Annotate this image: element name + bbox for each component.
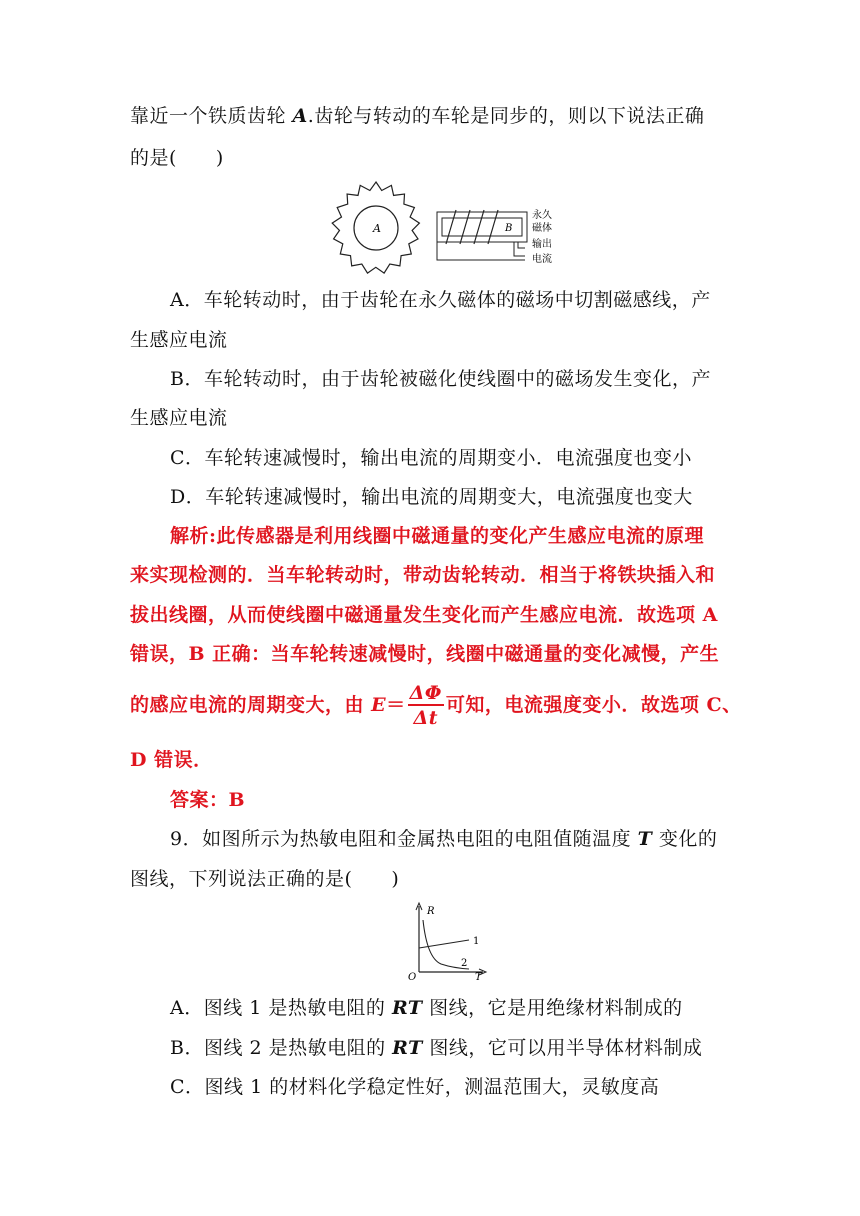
q9-stem-text: 9．如图所示为热敏电阻和金属热电阻的电阻值随温度	[170, 828, 638, 850]
q9-option-a-text: A．图线 1 是热敏电阻的	[170, 997, 392, 1019]
gear-symbol: A	[292, 105, 308, 127]
q8-stem-line-1	[130, 104, 730, 128]
analysis-line-2: 来实现检测的．当车轮转动时，带动齿轮转动．相当于将铁块插入和	[130, 564, 716, 586]
x-axis-label: T	[475, 972, 482, 983]
answer-value: B	[228, 789, 246, 811]
q9-option-a-text-2: 图线，它是用绝缘材料制成的	[422, 997, 683, 1019]
coil-label: B	[505, 223, 513, 234]
gear-label: A	[373, 222, 381, 235]
q8-option-a-line-1: A．车轮转动时，由于齿轮在永久磁体的磁场中切割磁感线，产	[170, 289, 711, 311]
q8-stem-line-2: 的是( )	[130, 147, 224, 169]
q8-option-a-line-2: 生感应电流	[130, 329, 228, 351]
q9-stem-line-2: 图线，下列说法正确的是( )	[130, 868, 400, 890]
label-permanent: 永久	[532, 210, 552, 221]
q9-option-b-text: B．图线 2 是热敏电阻的	[170, 1037, 393, 1059]
q8-option-d: D．车轮转速减慢时，输出电流的周期变大，电流强度也变大	[170, 486, 693, 508]
q9-option-c: C．图线 1 的材料化学稳定性好，测温范围大，灵敏度高	[170, 1076, 660, 1098]
origin-label: O	[408, 972, 417, 983]
answer-label: 答案：	[170, 789, 229, 811]
label-magnet: 磁体	[532, 223, 552, 234]
rt-symbol: RT	[391, 997, 423, 1019]
analysis-label: 解析:	[170, 525, 217, 547]
rt-graph-figure	[403, 898, 493, 984]
q9-option-b-text-2: 图线，它可以用半导体材料制成	[422, 1037, 703, 1059]
analysis-text: 此传感器是利用线圈中磁通量的变化产生感应电流的原理	[216, 525, 705, 547]
analysis-line-4: 错误，B 正确：当车轮转速减慢时，线圈中磁通量的变化减慢，产生	[130, 643, 720, 665]
q8-option-c: C．车轮转速减慢时，输出电流的周期变小．电流强度也变小	[170, 447, 693, 469]
equals-sign: ＝	[386, 694, 406, 716]
analysis-line-1	[170, 524, 730, 548]
emf-symbol: E	[371, 694, 387, 716]
output-wires	[437, 242, 525, 260]
rt-symbol: RT	[392, 1037, 423, 1059]
analysis-line-3: 拔出线圈，从而使线圈中磁通量发生变化而产生感应电流．故选项 A	[130, 604, 718, 626]
curve-1-label: 1	[473, 936, 480, 947]
coil-winding	[446, 210, 498, 244]
q9-stem-text-2: 变化的	[652, 828, 718, 850]
fraction-denominator: Δt	[413, 707, 439, 729]
y-axis-label: R	[427, 906, 435, 917]
q8-option-b-line-1: B．车轮转动时，由于齿轮被磁化使线圈中的磁场发生变化，产	[170, 368, 711, 390]
curve-2-label: 2	[461, 958, 468, 969]
q9-option-b	[170, 1036, 730, 1060]
label-output: 输出	[532, 239, 552, 250]
q8-stem-text: 靠近一个铁质齿轮	[130, 105, 293, 127]
q9-option-a	[170, 996, 730, 1020]
analysis-text-5a: 的感应电流的周期变大，由	[130, 694, 372, 716]
label-current: 电流	[532, 254, 552, 265]
analysis-text-5b: 可知，电流强度变小．故选项 C、	[445, 694, 742, 716]
analysis-line-6: D 错误．	[130, 749, 213, 771]
temperature-symbol: T	[637, 828, 653, 850]
gear-sensor-figure	[328, 180, 558, 284]
flux-fraction	[408, 682, 444, 730]
fraction-numerator: ΔΦ	[409, 682, 442, 704]
analysis-line-5	[130, 680, 742, 730]
q8-stem-text-2: .齿轮与转动的车轮是同步的，则以下说法正确	[307, 105, 705, 127]
q8-option-b-line-2: 生感应电流	[130, 407, 228, 429]
answer-line	[170, 788, 730, 812]
q9-stem-line-1	[170, 827, 730, 851]
